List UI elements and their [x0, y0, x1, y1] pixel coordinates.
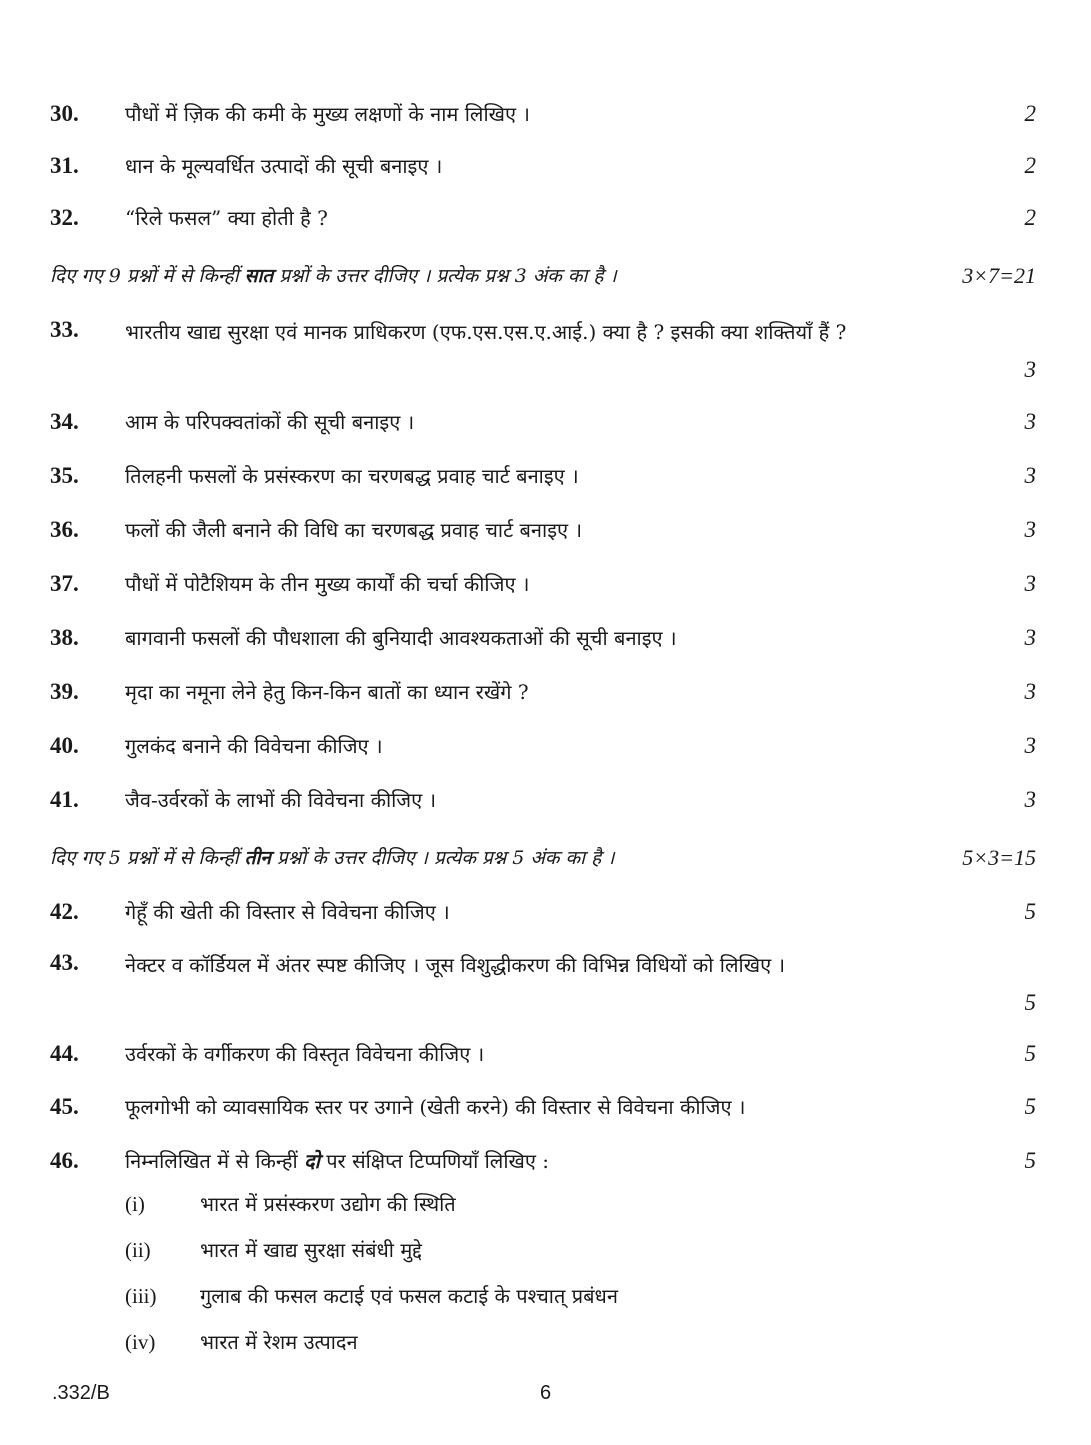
- question-32: [50, 200, 1036, 236]
- question-35: [50, 458, 1036, 494]
- question-text: बागवानी फसलों की पौधशाला की बुनियादी आवश्यकताओं की सूची बनाइए ।: [125, 626, 677, 650]
- question-text: गेहूँ की खेती की विस्तार से विवेचना कीजिए ।: [125, 900, 450, 924]
- question-46: [50, 1143, 1036, 1179]
- question-36: [50, 512, 1036, 548]
- question-text: आम के परिपक्वतांकों की सूची बनाइए ।: [125, 410, 415, 434]
- question-text: उर्वरकों के वर्गीकरण की विस्तृत विवेचना कीजिए ।: [125, 1042, 485, 1066]
- question-text: नेक्टर व कॉर्डियल में अंतर स्पष्ट कीजिए । जूस विशुद्धीकरण की विभिन्न विधियों को लिखिए ।: [125, 953, 786, 977]
- question-number: 35.: [50, 463, 79, 488]
- section-score: 5×3=15: [962, 845, 1036, 870]
- question-marks: 3: [1024, 571, 1036, 596]
- subitem-text: गुलाब की फसल कटाई एवं फसल कटाई के पश्चात् प्रबंधन: [200, 1284, 618, 1308]
- question-number: 46.: [50, 1148, 79, 1173]
- question-number: 37.: [50, 571, 79, 596]
- question-marks: 2: [1024, 153, 1036, 178]
- section-instruction-text: दिए गए 5 प्रश्नों में से किन्हीं तीन प्रश्नों के उत्तर दीजिए । प्रत्येक प्रश्न 5 अंक का है ।: [50, 847, 615, 869]
- question-marks: 3: [1024, 517, 1036, 542]
- question-37: [50, 566, 1036, 602]
- question-number: 33.: [50, 317, 79, 342]
- question-marks: 3: [1024, 463, 1036, 488]
- question-number: 43.: [50, 950, 79, 975]
- question-number: 31.: [50, 153, 79, 178]
- question-text: पौधों में पोटैशियम के तीन मुख्य कार्यों की चर्चा कीजिए ।: [125, 572, 530, 596]
- subitem-text: भारत में प्रसंस्करण उद्योग की स्थिति: [200, 1192, 456, 1216]
- section-instruction-text: दिए गए 9 प्रश्नों में से किन्हीं सात प्रश्नों के उत्तर दीजिए । प्रत्येक प्रश्न 3 अंक का है ।: [50, 265, 617, 287]
- paper-code: .332/B: [52, 1382, 110, 1404]
- question-text: भारतीय खाद्य सुरक्षा एवं मानक प्राधिकरण (एफ.एस.एस.ए.आई.) क्या है ? इसकी क्या शक्तियाँ हैं ?: [125, 320, 847, 344]
- question-marks: 3: [1024, 357, 1036, 382]
- question-number: 36.: [50, 517, 79, 542]
- question-45: [50, 1089, 1036, 1125]
- question-40: [50, 728, 1036, 764]
- question-number: 39.: [50, 679, 79, 704]
- subitem-numeral: (iv): [125, 1330, 156, 1354]
- question-number: 32.: [50, 205, 79, 230]
- question-42: [50, 894, 1036, 930]
- question-marks: 5: [1024, 1094, 1036, 1119]
- question-number: 45.: [50, 1094, 79, 1119]
- question-text: फूलगोभी को व्यावसायिक स्तर पर उगाने (खेती करने) की विस्तार से विवेचना कीजिए ।: [125, 1095, 746, 1119]
- section-instruction-b: [50, 258, 1036, 294]
- section-instruction-emphasis: तीन: [244, 847, 271, 869]
- question-text: मृदा का नमूना लेने हेतु किन-किन बातों का ध्यान रखेंगे ?: [125, 680, 529, 704]
- question-marks: 3: [1024, 625, 1036, 650]
- question-marks: 2: [1024, 205, 1036, 230]
- question-number: 42.: [50, 899, 79, 924]
- question-30: [50, 96, 1036, 132]
- subitem-numeral: (i): [125, 1192, 145, 1216]
- question-text: जैव-उर्वरकों के लाभों की विवेचना कीजिए ।: [125, 788, 437, 812]
- question-41: [50, 782, 1036, 818]
- question-marks: 3: [1024, 679, 1036, 704]
- section-instruction-emphasis: सात: [244, 265, 274, 287]
- question-44: [50, 1036, 1036, 1072]
- question-marks: 5: [1024, 1041, 1036, 1066]
- question-number: 40.: [50, 733, 79, 758]
- question-38: [50, 620, 1036, 656]
- question-marks: 2: [1024, 101, 1036, 126]
- question-43: [50, 945, 1036, 1025]
- section-score: 3×7=21: [962, 263, 1036, 288]
- question-39: [50, 674, 1036, 710]
- question-text: फलों की जैली बनाने की विधि का चरणबद्ध प्रवाह चार्ट बनाइए ।: [125, 518, 583, 542]
- question-number: 41.: [50, 787, 79, 812]
- question-text: “रिले फसल” क्या होती है ?: [125, 206, 328, 230]
- question-34: [50, 404, 1036, 440]
- question-text: धान के मूल्यवर्धित उत्पादों की सूची बनाइए ।: [125, 154, 443, 178]
- question-number: 34.: [50, 409, 79, 434]
- question-31: [50, 148, 1036, 184]
- subitem-numeral: (ii): [125, 1238, 151, 1262]
- subitem-text: भारत में खाद्य सुरक्षा संबंधी मुद्दे: [200, 1238, 422, 1262]
- page-number: 6: [540, 1382, 552, 1404]
- question-marks: 5: [1024, 990, 1036, 1015]
- question-text: तिलहनी फसलों के प्रसंस्करण का चरणबद्ध प्रवाह चार्ट बनाइए ।: [125, 464, 579, 488]
- question-text: गुलकंद बनाने की विवेचना कीजिए ।: [125, 734, 383, 758]
- question-number: 38.: [50, 625, 79, 650]
- question-text: निम्नलिखित में से किन्हीं दो पर संक्षिप्त टिप्पणियाँ लिखिए :: [125, 1149, 550, 1173]
- question-marks: 5: [1024, 899, 1036, 924]
- question-marks: 3: [1024, 787, 1036, 812]
- question-number: 44.: [50, 1041, 79, 1066]
- subitem-text: भारत में रेशम उत्पादन: [200, 1330, 358, 1354]
- question-33: [50, 312, 1036, 392]
- question-number: 30.: [50, 101, 79, 126]
- question-marks: 3: [1024, 409, 1036, 434]
- question-emphasis: दो: [304, 1149, 320, 1173]
- question-marks: 3: [1024, 733, 1036, 758]
- section-instruction-c: [50, 840, 1036, 876]
- question-text: पौधों में ज़िक की कमी के मुख्य लक्षणों के नाम लिखिए ।: [125, 102, 531, 126]
- subitem-numeral: (iii): [125, 1284, 157, 1308]
- question-marks: 5: [1024, 1148, 1036, 1173]
